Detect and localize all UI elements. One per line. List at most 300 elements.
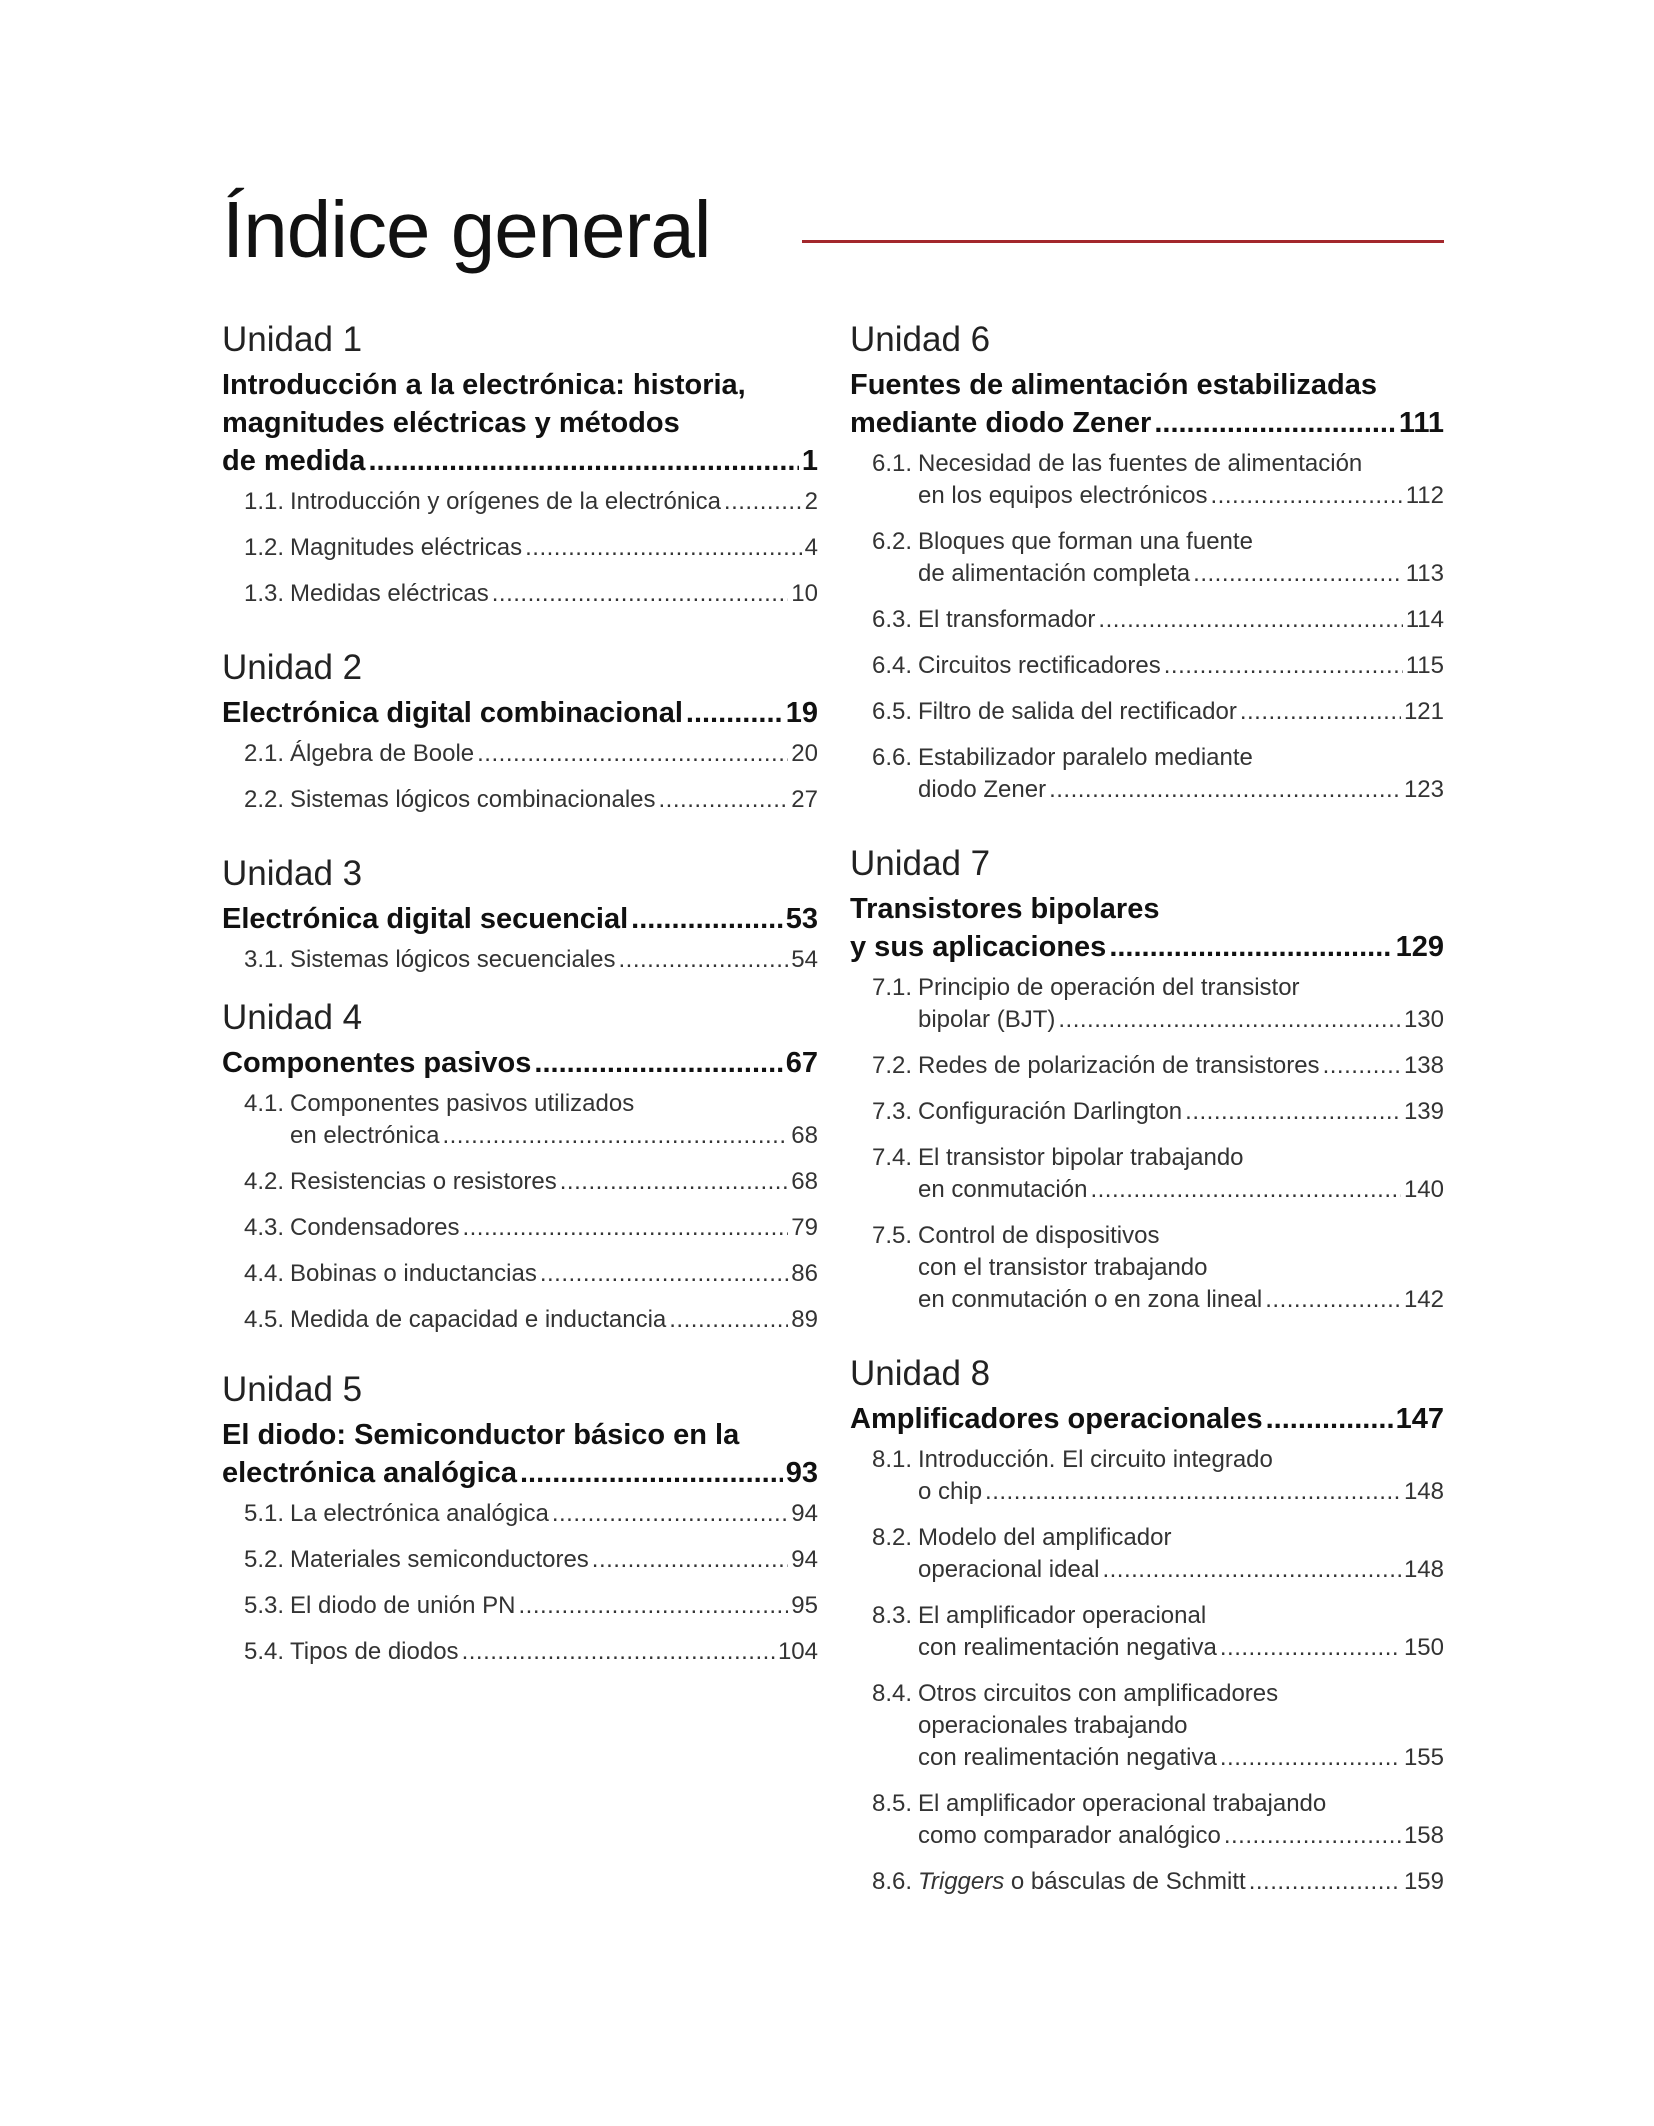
- entry-number: 4.5.: [244, 1306, 285, 1333]
- entry-text-line: [918, 1632, 1444, 1664]
- dot-leader: [560, 1166, 789, 1198]
- dot-leader: [659, 784, 789, 816]
- entry-page-number: 148: [1403, 1556, 1444, 1583]
- entry-body: [918, 604, 1444, 636]
- entry-number: 7.3.: [872, 1098, 913, 1125]
- entry-page-number: 142: [1403, 1286, 1444, 1313]
- entry-text: Triggers o básculas de Schmitt: [918, 1868, 1246, 1895]
- toc-entry-row: [222, 578, 818, 610]
- dot-leader: [462, 1212, 788, 1244]
- toc-entry: [222, 532, 818, 564]
- toc-entry-row: [850, 1866, 1444, 1898]
- entry-page-number: 20: [791, 740, 818, 767]
- entry-text-line: [290, 944, 818, 976]
- entry-text: Bobinas o inductancias: [290, 1260, 537, 1287]
- unit-title-line: [222, 900, 818, 938]
- entry-text-line: El amplificador operacional: [918, 1602, 1207, 1629]
- toc-entry-row: [850, 1096, 1444, 1128]
- unit-title-line: Fuentes de alimentación estabilizadas: [850, 369, 1377, 401]
- entry-text-line: El transistor bipolar trabajando: [918, 1144, 1244, 1171]
- entry-body: [290, 578, 818, 610]
- entry-page-number: 158: [1403, 1822, 1444, 1849]
- toc-entry-row: [222, 738, 818, 770]
- unit-title: [222, 694, 818, 732]
- dot-leader: [1102, 1554, 1400, 1586]
- toc-entry: [850, 1788, 1444, 1852]
- unit-title-text: Amplificadores operacionales: [850, 1403, 1263, 1435]
- dot-leader: [368, 442, 798, 480]
- unit-title-text: Electrónica digital combinacional: [222, 697, 683, 729]
- unit-title-line: El diodo: Semiconductor básico en la: [222, 1419, 740, 1451]
- toc-unit: [850, 318, 1444, 806]
- entry-page-number: 68: [791, 1168, 818, 1195]
- unit-title-line: [222, 1454, 818, 1492]
- entry-number: 5.2.: [244, 1546, 285, 1573]
- entry-text-line: [918, 1742, 1444, 1774]
- entry-text-line: con el transistor trabajando: [918, 1254, 1208, 1281]
- toc-entry-row: [222, 1590, 818, 1622]
- entry-page-number: 89: [791, 1306, 818, 1333]
- entry-text: Condensadores: [290, 1214, 460, 1241]
- entry-page-number: 10: [791, 580, 818, 607]
- entry-body: [290, 1590, 818, 1622]
- entry-number: 5.3.: [244, 1592, 285, 1619]
- entry-text-line: [290, 1304, 818, 1336]
- entry-number: 6.6.: [872, 744, 913, 771]
- entry-page-number: 113: [1405, 560, 1444, 587]
- entry-text-line: [918, 1050, 1444, 1082]
- entry-page-number: 148: [1403, 1478, 1444, 1505]
- dot-leader: [442, 1120, 788, 1152]
- dot-leader: [1049, 774, 1401, 806]
- toc-entry: [850, 1142, 1444, 1206]
- entry-text-line: Introducción. El circuito integrado: [918, 1446, 1273, 1473]
- unit-title-text: y sus aplicaciones: [850, 931, 1107, 963]
- toc-entry-row: [850, 1788, 1444, 1852]
- entry-page-number: 130: [1403, 1006, 1444, 1033]
- unit-label: Unidad 4: [222, 998, 363, 1037]
- entry-text: diodo Zener: [918, 776, 1047, 803]
- toc-entry: [222, 1590, 818, 1622]
- entry-number: 5.4.: [244, 1638, 285, 1665]
- toc-entry-row: [850, 1050, 1444, 1082]
- entry-text-line: [918, 1554, 1444, 1586]
- toc-entry: [850, 742, 1444, 806]
- entry-body: [918, 1522, 1444, 1586]
- entry-text-line: [290, 1636, 818, 1668]
- entry-page-number: 150: [1403, 1634, 1444, 1661]
- toc-entry: [850, 972, 1444, 1036]
- entry-body: [918, 526, 1444, 590]
- unit-label: Unidad 2: [222, 648, 363, 687]
- entry-number: 8.1.: [872, 1446, 913, 1473]
- toc-entry-row: [222, 1304, 818, 1336]
- entry-text-line: [290, 1590, 818, 1622]
- unit-title-text: mediante diodo Zener: [850, 407, 1152, 439]
- entry-body: [918, 1444, 1444, 1508]
- entry-text: Materiales semiconductores: [290, 1546, 589, 1573]
- entry-page-number: 68: [791, 1122, 818, 1149]
- entry-text-line: [290, 486, 818, 518]
- entry-number: 6.3.: [872, 606, 913, 633]
- toc-entry-row: [850, 448, 1444, 512]
- toc-entry-row: [850, 1220, 1444, 1316]
- toc-entry-row: [222, 532, 818, 564]
- entry-number: 8.4.: [872, 1680, 913, 1707]
- entry-body: [918, 1788, 1444, 1852]
- dot-leader: [1109, 928, 1392, 966]
- entry-text: La electrónica analógica: [290, 1500, 549, 1527]
- unit-label: Unidad 5: [222, 1370, 363, 1409]
- entry-text-line: [918, 480, 1444, 512]
- dot-leader: [1323, 1050, 1401, 1082]
- dot-leader: [1220, 1632, 1401, 1664]
- toc-entry: [850, 1444, 1444, 1508]
- entry-page-number: 95: [791, 1592, 818, 1619]
- entry-body: [918, 1866, 1444, 1898]
- entry-text: bipolar (BJT): [918, 1006, 1056, 1033]
- toc-unit: [850, 1352, 1444, 1898]
- toc-entry-row: [850, 742, 1444, 806]
- toc-entry: [222, 1258, 818, 1290]
- entry-text: Medida de capacidad e inductancia: [290, 1306, 667, 1333]
- unit-page-number: 1: [801, 445, 818, 477]
- entry-text-line: [918, 604, 1444, 636]
- entry-body: [290, 1166, 818, 1198]
- unit-page-number: 67: [785, 1047, 818, 1079]
- entry-page-number: 138: [1403, 1052, 1444, 1079]
- toc-entry-row: [850, 1678, 1444, 1774]
- entry-body: [290, 1498, 818, 1530]
- dot-leader: [1185, 1096, 1401, 1128]
- unit-title: [850, 366, 1444, 442]
- entry-text: Sistemas lógicos combinacionales: [290, 786, 656, 813]
- unit-page-number: 53: [785, 903, 818, 935]
- entry-text: Medidas eléctricas: [290, 580, 489, 607]
- toc-column-left: [222, 318, 818, 1682]
- entry-text: en conmutación o en zona lineal: [918, 1286, 1263, 1313]
- entry-number: 2.1.: [244, 740, 285, 767]
- entry-body: [918, 1678, 1444, 1774]
- toc-entry-row: [222, 486, 818, 518]
- dot-leader: [985, 1476, 1401, 1508]
- entry-number: 6.2.: [872, 528, 913, 555]
- entry-number: 4.2.: [244, 1168, 285, 1195]
- entry-text-line: [918, 1820, 1444, 1852]
- dot-leader: [520, 1454, 783, 1492]
- entry-text: El diodo de unión PN: [290, 1592, 516, 1619]
- unit-page-number: 147: [1395, 1403, 1444, 1435]
- entry-text-line: [290, 532, 818, 564]
- entry-text-line: operacionales trabajando: [918, 1712, 1188, 1739]
- toc-entry: [850, 604, 1444, 636]
- entry-body: [290, 1088, 818, 1152]
- toc-entry-row: [222, 1544, 818, 1576]
- entry-number: 7.2.: [872, 1052, 913, 1079]
- unit-label: Unidad 8: [850, 1354, 991, 1393]
- unit-title-line: [850, 404, 1444, 442]
- entry-body: [290, 784, 818, 816]
- unit-title-line: [222, 694, 818, 732]
- entry-text-line: [918, 1284, 1444, 1316]
- entry-text-line: Control de dispositivos: [918, 1222, 1160, 1249]
- toc-entry-row: [850, 972, 1444, 1036]
- dot-leader: [462, 1636, 775, 1668]
- toc-entry-row: [222, 1088, 818, 1152]
- dot-leader: [1266, 1400, 1393, 1438]
- entry-page-number: 112: [1405, 482, 1444, 509]
- dot-leader: [669, 1304, 788, 1336]
- dot-leader: [1154, 404, 1395, 442]
- entry-number: 7.1.: [872, 974, 913, 1001]
- unit-page-number: 111: [1398, 407, 1444, 439]
- entry-text-line: Componentes pasivos utilizados: [290, 1090, 635, 1117]
- entry-page-number: 27: [791, 786, 818, 813]
- dot-leader: [1249, 1866, 1401, 1898]
- entry-body: [918, 696, 1444, 728]
- entry-text: El transformador: [918, 606, 1096, 633]
- dot-leader: [1240, 696, 1401, 728]
- unit-title-line: magnitudes eléctricas y métodos: [222, 407, 680, 439]
- entry-text-line: [918, 1174, 1444, 1206]
- entry-body: [290, 486, 818, 518]
- toc-entry: [222, 1544, 818, 1576]
- unit-title: [222, 366, 818, 480]
- entry-body: [290, 738, 818, 770]
- page-title: Índice general: [222, 185, 711, 274]
- toc-unit: [222, 852, 818, 976]
- entry-text: operacional ideal: [918, 1556, 1100, 1583]
- toc-unit: [222, 318, 818, 610]
- unit-label: Unidad 3: [222, 854, 363, 893]
- toc-entry: [222, 784, 818, 816]
- entry-number: 3.1.: [244, 946, 285, 973]
- toc-entry-row: [850, 696, 1444, 728]
- unit-label: Unidad 6: [850, 320, 991, 359]
- entry-body: [290, 944, 818, 976]
- toc-entry: [850, 696, 1444, 728]
- entry-page-number: 159: [1403, 1868, 1444, 1895]
- entry-text: en electrónica: [290, 1122, 440, 1149]
- unit-title: [222, 900, 818, 938]
- toc-entry: [222, 578, 818, 610]
- dot-leader: [724, 486, 802, 518]
- entry-number: 4.1.: [244, 1090, 285, 1117]
- toc-entry: [850, 1220, 1444, 1316]
- toc-entry-row: [850, 604, 1444, 636]
- dot-leader: [492, 578, 789, 610]
- entry-body: [918, 1096, 1444, 1128]
- entry-number: 4.4.: [244, 1260, 285, 1287]
- entry-text: en conmutación: [918, 1176, 1088, 1203]
- entry-text-line: Necesidad de las fuentes de alimentación: [918, 450, 1363, 477]
- entry-body: [918, 448, 1444, 512]
- entry-text-line: Modelo del amplificador: [918, 1524, 1172, 1551]
- toc-entry-row: [222, 1166, 818, 1198]
- entry-number: 6.1.: [872, 450, 913, 477]
- entry-body: [918, 742, 1444, 806]
- unit-label: Unidad 7: [850, 844, 991, 883]
- title-block: [222, 180, 1444, 280]
- dot-leader: [619, 944, 789, 976]
- toc-entry: [222, 1636, 818, 1668]
- toc-entry-row: [222, 944, 818, 976]
- toc-unit: [222, 996, 818, 1336]
- entry-number: 2.2.: [244, 786, 285, 813]
- dot-leader: [1164, 650, 1403, 682]
- entry-page-number: 140: [1403, 1176, 1444, 1203]
- dot-leader: [686, 694, 783, 732]
- unit-title-line: [850, 928, 1444, 966]
- entry-text-line: [918, 650, 1444, 682]
- entry-body: [290, 1304, 818, 1336]
- entry-body: [918, 1142, 1444, 1206]
- entry-page-number: 86: [791, 1260, 818, 1287]
- entry-text-line: Otros circuitos con amplificadores: [918, 1680, 1279, 1707]
- dot-leader: [540, 1258, 788, 1290]
- unit-label: Unidad 1: [222, 320, 363, 359]
- dot-leader: [552, 1498, 788, 1530]
- entry-number: 8.3.: [872, 1602, 913, 1629]
- toc-entry: [850, 448, 1444, 512]
- unit-title-line: Introducción a la electrónica: historia,: [222, 369, 746, 401]
- entry-page-number: 139: [1403, 1098, 1444, 1125]
- entry-body: [290, 1636, 818, 1668]
- dot-leader: [592, 1544, 789, 1576]
- entry-text: Circuitos rectificadores: [918, 652, 1161, 679]
- unit-title-text: de medida: [222, 445, 366, 477]
- toc-unit: [222, 646, 818, 816]
- entry-text-line: [918, 1476, 1444, 1508]
- toc-entry: [850, 1678, 1444, 1774]
- toc-entry-row: [222, 1636, 818, 1668]
- entry-number: 1.2.: [244, 534, 285, 561]
- entry-text: o chip: [918, 1478, 983, 1505]
- toc-entry-row: [850, 1600, 1444, 1664]
- toc-unit: [850, 842, 1444, 1316]
- dot-leader: [1224, 1820, 1401, 1852]
- entry-body: [290, 532, 818, 564]
- toc-entry: [222, 944, 818, 976]
- toc-entry: [850, 650, 1444, 682]
- toc-entry: [222, 1166, 818, 1198]
- dot-leader: [1193, 558, 1403, 590]
- toc-entry-row: [850, 526, 1444, 590]
- toc-entry: [222, 738, 818, 770]
- entry-body: [290, 1212, 818, 1244]
- entry-number: 4.3.: [244, 1214, 285, 1241]
- entry-text-line: [918, 1004, 1444, 1036]
- dot-leader: [631, 900, 783, 938]
- entry-page-number: 4: [804, 534, 818, 561]
- toc-entry-row: [850, 650, 1444, 682]
- entry-body: [290, 1544, 818, 1576]
- dot-leader: [1090, 1174, 1401, 1206]
- entry-text: Resistencias o resistores: [290, 1168, 557, 1195]
- entry-page-number: 121: [1403, 698, 1444, 725]
- unit-title: [850, 1400, 1444, 1438]
- unit-page-number: 93: [785, 1457, 818, 1489]
- toc-entry-row: [222, 784, 818, 816]
- dot-leader: [525, 532, 802, 564]
- toc-entry: [850, 1600, 1444, 1664]
- entry-body: [918, 1050, 1444, 1082]
- entry-number: 1.1.: [244, 488, 285, 515]
- entry-text: en los equipos electrónicos: [918, 482, 1208, 509]
- unit-title-text: electrónica analógica: [222, 1457, 517, 1489]
- entry-text-line: [290, 784, 818, 816]
- entry-number: 8.2.: [872, 1524, 913, 1551]
- entry-text-line: [290, 578, 818, 610]
- toc-unit: [222, 1368, 818, 1668]
- toc-entry: [850, 526, 1444, 590]
- entry-text: Introducción y orígenes de la electrónica: [290, 488, 721, 515]
- toc-entry: [850, 1050, 1444, 1082]
- entry-page-number: 115: [1405, 652, 1444, 679]
- entry-body: [918, 1600, 1444, 1664]
- unit-title: [222, 1044, 818, 1082]
- entry-text: Álgebra de Boole: [290, 740, 475, 767]
- toc-entry-row: [222, 1498, 818, 1530]
- entry-page-number: 104: [777, 1638, 818, 1665]
- unit-title: [850, 890, 1444, 966]
- entry-text: como comparador analógico: [918, 1822, 1221, 1849]
- entry-number: 7.5.: [872, 1222, 913, 1249]
- entry-body: [290, 1258, 818, 1290]
- entry-text-line: Principio de operación del transistor: [918, 974, 1300, 1001]
- entry-text: con realimentación negativa: [918, 1744, 1217, 1771]
- entry-number: 5.1.: [244, 1500, 285, 1527]
- entry-text-line: [918, 774, 1444, 806]
- toc-entry: [850, 1866, 1444, 1898]
- toc-entry-row: [850, 1444, 1444, 1508]
- entry-body: [918, 650, 1444, 682]
- entry-number: 8.6.: [872, 1868, 913, 1895]
- entry-text-line: [918, 1866, 1444, 1898]
- entry-text: con realimentación negativa: [918, 1634, 1217, 1661]
- entry-text: Tipos de diodos: [290, 1638, 459, 1665]
- entry-number: 6.4.: [872, 652, 913, 679]
- entry-page-number: 155: [1403, 1744, 1444, 1771]
- entry-text-line: Estabilizador paralelo mediante: [918, 744, 1253, 771]
- entry-page-number: 94: [791, 1546, 818, 1573]
- entry-text-line: [290, 1544, 818, 1576]
- entry-text: Sistemas lógicos secuenciales: [290, 946, 616, 973]
- toc-entry: [222, 1498, 818, 1530]
- entry-body: [918, 972, 1444, 1036]
- toc-entry: [222, 1212, 818, 1244]
- entry-text: Configuración Darlington: [918, 1098, 1183, 1125]
- entry-text-line: [918, 558, 1444, 590]
- toc-entry-row: [222, 1212, 818, 1244]
- unit-title-text: Componentes pasivos: [222, 1047, 532, 1079]
- entry-page-number: 123: [1403, 776, 1444, 803]
- entry-text: Filtro de salida del rectificador: [918, 698, 1237, 725]
- entry-text-line: Bloques que forman una fuente: [918, 528, 1253, 555]
- entry-text: Redes de polarización de transistores: [918, 1052, 1320, 1079]
- dot-leader: [534, 1044, 782, 1082]
- unit-page-number: 19: [785, 697, 818, 729]
- unit-title: [222, 1416, 818, 1492]
- entry-text-line: [290, 738, 818, 770]
- dot-leader: [1220, 1742, 1401, 1774]
- entry-number: 1.3.: [244, 580, 285, 607]
- entry-text-line: [290, 1120, 818, 1152]
- dot-leader: [1058, 1004, 1401, 1036]
- entry-number: 7.4.: [872, 1144, 913, 1171]
- entry-page-number: 94: [791, 1500, 818, 1527]
- dot-leader: [519, 1590, 789, 1622]
